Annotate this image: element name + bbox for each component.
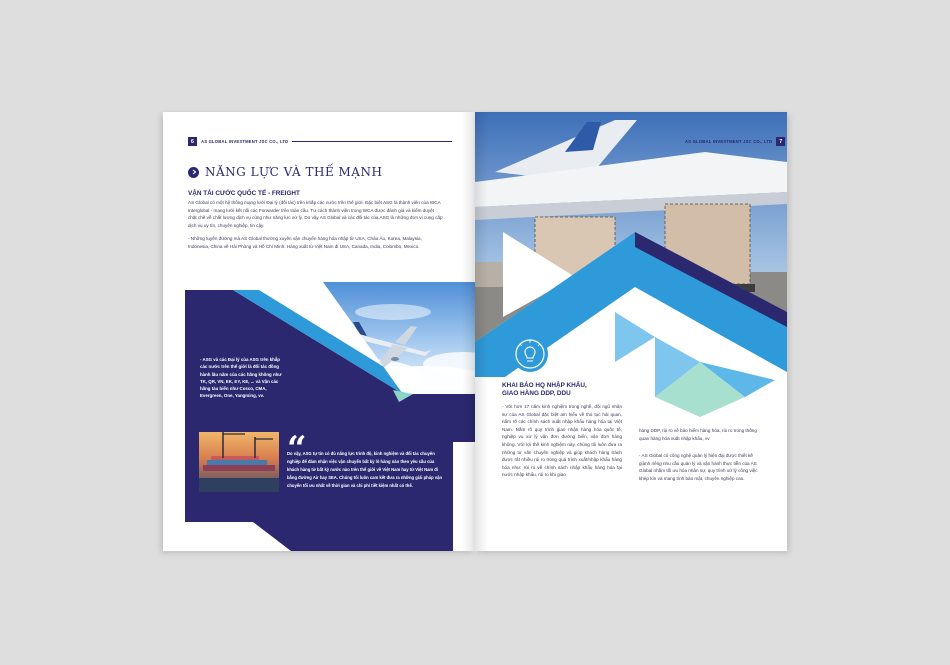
customs-col2-p1: hàng DDP, rủi ro về bảo hiểm hàng hóa, rủi ro trong thông quan hàng hóa xuất nhập khẩu, vv	[639, 428, 757, 441]
freight-subtitle: VẬN TẢI CƯỚC QUỐC TẾ - FREIGHT	[188, 190, 300, 197]
right-page-header	[685, 137, 785, 146]
light-blue-triangle	[615, 312, 655, 362]
header-rule	[292, 141, 452, 142]
customs-col2-p2: - AS Global có công nghệ quản lý hiện đại được thiết kế giành riêng nhu cầu quản lý và vận hành thực tiễn của AS Global nhằm tối ưu hóa nhân sự, quy trình xử lý công việc khép kín và mang tính bảo mật, chuyên nghiệp cao.	[639, 453, 758, 481]
chevron-right-icon	[188, 167, 199, 178]
left-graphic	[163, 282, 475, 551]
quote-text: Do vậy, ASG tự tin có đủ năng lực trình độ, kinh nghiệm và đối tác chuyên nghiệp để đảm nhận việc vận chuyển bất kỳ lô hàng nào theo yêu cầu của khách hàng từ bất kỳ nước nào trên thế giới về Việt Nam hay từ Việt Nam đi bằng đường Air hay SEA. Chúng tôi luôn cam kết đưa ra những giải pháp vận chuyển tối ưu nhất về thời gian và chi phí tiết kiệm nhất có thể.	[287, 451, 443, 488]
left-page	[163, 112, 475, 551]
lightbulb-icon	[512, 336, 548, 372]
quote-mark: “	[287, 429, 307, 469]
freight-body	[188, 199, 443, 257]
freight-intro: AS Global có một hệ thống mạng lưới Đại lý (đối tác) trên khắp các nước trên thế giới. Đặc biệt ASG là thành viên của WCA Interglobal - mạng lưới kết nối các Forwarder trên toàn cầu. Tư cách thành viên trong WCA được đánh giá và kiểm duyệt chặt chẽ về chất lượng dịch vụ cũng như năng lực xử lý. Do vậy AS Global và các đối tác của ASG là những đơn vị cung cấp dịch vụ uy tín, chuyên nghiệp, tin cậy.	[188, 200, 443, 228]
header-company-text: AS GLOBAL INVESTMENT JSC CO., LTD	[201, 139, 289, 144]
agents-text: - ASG và các Đại lý của ASG trên khắp các nước trên thế giới là đối tác đồng hành lâu năm của các hãng không như TK, QR, VN, EK, EY, KE, ... và Vận các hãng tàu biển như Cosco, CMA, Evergreen, One, Yangming, vv.	[200, 357, 282, 399]
customs-title	[502, 382, 587, 398]
page-number: 7	[776, 137, 785, 146]
customs-col2	[639, 427, 761, 489]
section-title	[188, 165, 382, 179]
customs-col1: - Với hơn 17 năm kinh nghiệm trong nghề, đội ngũ nhân sự của AS Global đặc biệt am hiểu về thủ tục hải quan, nắm rõ các chính sách xuất nhập khẩu hàng hóa tại Việt Nam. Nắm rõ quy trình giao nhận hàng hóa quốc tế, nghiệp vụ xử lý vận đơn đường biển, vận đơn hàng không. Với lợi thế kinh nghiệm này, chúng tôi luôn đưa ra những tư vấn chuyên nghiệp và giúp khách hàng tránh được rất nhiều rủi ro trong quá trình xuất/nhập khẩu hàng hóa như: rủi ro về chính sách nhập khẩu hàng hóa tại nước nhập khẩu, rủi ro khi giao	[502, 404, 622, 478]
right-page	[475, 112, 787, 551]
port-container-photo	[199, 432, 279, 492]
freight-routes: - Những tuyến đường mà AS Global thường xuyên vận chuyển hàng hóa nhập từ USA, Châu Âu, Korea, Malaysia, Indonesia, China về Hải Phòng và Hồ Chí Minh. Hàng xuất từ Việt Nam đi USA, Canada, India, Colombo, Mexico.	[188, 236, 422, 249]
left-page-header	[188, 137, 452, 146]
customs-title-line1: KHAI BÁO HQ NHẬP KHẨU,	[502, 382, 587, 389]
header-company-text: AS GLOBAL INVESTMENT JSC CO., LTD	[685, 139, 773, 144]
page-title: NĂNG LỰC VÀ THẾ MẠNH	[205, 165, 383, 179]
page-number: 6	[188, 137, 197, 146]
customs-title-line2: GIAO HÀNG DDP, DDU	[502, 390, 571, 397]
